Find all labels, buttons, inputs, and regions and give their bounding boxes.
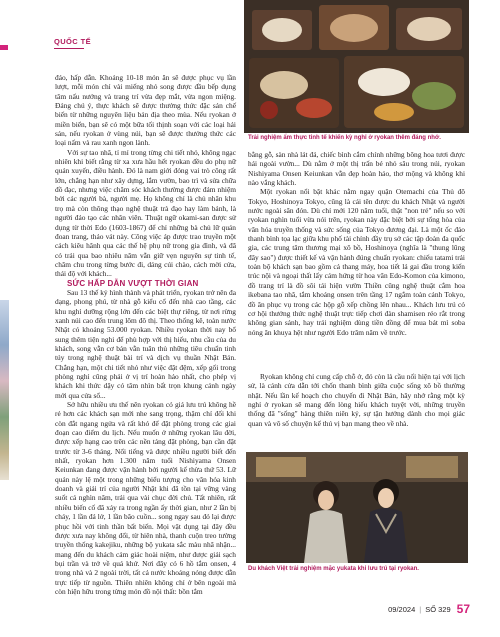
section-heading: SỨC HẤP DẪN VƯỢT THỜI GIAN: [67, 278, 199, 288]
photo-caption: Trải nghiệm ẩm thực tinh tế khiến kỳ nghỉ ở ryokan thêm đáng nhớ.: [248, 135, 441, 141]
footer-separator: |: [419, 605, 422, 614]
issue-date: 09/2024: [388, 605, 416, 614]
page-number: 57: [456, 602, 470, 616]
paragraph: Với sự tao nhã, tỉ mỉ trong từng chi tiết nhỏ, không ngạc nhiên khi biết rằng từ xa xưa hầu hết ryokan đều do phụ nữ quán xuyến, điều hành. Đó là nam giới đóng vai trò công rất lớn, chẳng hạn như xây dựng, lắm vườn, bao trì và sửa chữa đồ đạc, nhưng việc chăm sóc khách thường được đảm nhiệm bởi các người bà, người mẹ. Họ không chỉ là chủ nhân khu trọ mà còn thông thạo nghệ thuật trà đạo hay làm bánh, là người đảo tạo các nhân viên. Thuật ngữ okami-san được sử dụng từ thời Edo (1603-1867) để chỉ những bà chủ lữ quán đoan trang, thảo vát này. Công việc áp được trao truyền một cách kiêu hãnh qua các thế hệ phụ nữ trong gia đình, và đã có trải qua bao nhiêu năm vẫn giữ vẹn nguyên sự tinh tế, chăm chu trong từng bước đi, dáng cúi chào, cách mời cửa, thái độ với khách...: [55, 147, 236, 279]
section-label: QUỐC TẾ: [54, 37, 91, 46]
paragraph: Sau 13 thế kỷ hình thành và phát triển, ryokan trở nên đa dạng, phong phú, từ nhà gỗ kiểu cổ đến nhà cao tầng, các khu nghỉ dưỡng rộng lớn đến các biệt thự riêng, từ nơi rừng xanh núi cao đến trung lõm đô thị. Theo thống kê, toàn nước Nhật có khoảng 53.000 ryokan. Nhiều ryokan thời nay bổ sung thêm tiện nghi để phù hợp với thị hiếu, nhu cầu của du khách, song vẫn cơ bản vẫn tuân thủ những tiêu chuẩn tinh túy trong nghệ thuật bài trí và dịch vụ thuần Nhật Bản. Chẳng hạn, một chi tiết nhỏ như việc đặt đệm, xếp gối trong phòng nghỉ cũng phải ở vị trí hoàn hảo nhất, cho phép vị khách khi thức dậy có tâm nhìn bất trọn khung cảnh ngày mới qua cửa sổ...: [55, 287, 236, 400]
food-illustration: [244, 0, 469, 133]
paragraph: Ryokan không chỉ cung cấp chỗ ở, đó còn là cầu nối hiện tại với lịch sử, là cánh cửa dẫn tới chốn thanh bình giữa cuộc sống xô bồ thường nhật. Nếu lần kế hoạch cho chuyến đi Nhật Bản, hãy nhớ rằng một kỳ nghỉ ở ryokan sẽ mang đến lòng hiếu khách tuyệt vời, những truyền thống đã "sống" hàng thiên niên kỷ, sự tận hưởng dành cho mọi giác quan và vô số chuyện kể thú vị bạn mang theo về nhà.: [248, 372, 465, 428]
guests-illustration: [246, 452, 468, 563]
edge-marker: [0, 45, 8, 50]
paragraph: Một ryokan nổi bật khác nằm ngay quận Otemachi của Thủ đô Tokyo, Hoshinoya Tokyo, cũng là cái tên được du khách Nhật và người nước ngoài săn đón. Dù chỉ mới 120 năm tuổi, thật "non trẻ" nếu so với ryokan nghìn tuổi vừa nói trên, ryokan này đặc biệt bởi sự tổng hòa của văn hóa truyền thống và sức sống của Tokyo đương đại. Là một ốc đảo thanh bình tọa lạc giữa khu phố tài chính đầy trụ sở các tập đoàn đa quốc gia, các trung tâm thương mại xô bồ, Hoshinoya (nghĩa là "thung lũng đây sao") được thiết kế và vận hành đúng chuẩn ryokan: chiếu tatami trải toàn bộ khách sạn bao gồm cả thang máy, hoa tiết lá gai đầu trong kiến trúc nội và ngoại thất lấy cảm hứng từ hoa văn Edo-Komon của kimono, đồ trang trí là đồ sôi tái hiện vườn Thiền cũng nghệ thuật cắm hoa ikebana tao nhã, tắm khoáng onsen trên tầng 17 ngắm toàn cảnh Tokyo, đồ ăn phục vụ trong các hộp gỗ xếp chồng lên nhau... Khách lưu trú có cơ hội thưởng thức nghệ thuật trực tiếp chơi đàn shamisen réo rắt trong không gian sảnh, hay trải nghiệm dùng tiền đồng để mua bát mì soba nóng ăn khuya hệt như người Edo trăm năm về trước.: [248, 187, 465, 337]
left-margin-strip: [0, 0, 9, 637]
edge-photo-fragment: [0, 300, 9, 480]
page-footer: [388, 602, 470, 616]
paragraph: bằng gỗ, sàn nhà lát đá, chiếc bình cắm chính những bông hoa tươi được hái ngoài vườn... Dù nằm ở một thị trấn bé nhỏ sâu trong núi, ryokan Nishiyama Onsen Keiunkan vẫn đẹp hoàn hảo, thơ mộng và không khi nào vắng khách.: [248, 150, 465, 188]
right-column-bottom: [248, 372, 465, 428]
right-column-top: [248, 150, 465, 337]
section-underline: [54, 48, 84, 49]
issue-number: SỐ 329: [425, 605, 451, 614]
photo-caption: Du khách Việt trải nghiệm mặc yukata khi lưu trú tại ryokan.: [248, 566, 419, 572]
left-column: [55, 73, 236, 596]
photo-yukata-guests: [246, 452, 468, 563]
paragraph: đáo, hấp dẫn. Khoảng 10-18 món ăn sẽ được phục vụ lần lượt, mỗi món chỉ vài miếng nhỏ song được đầu bếp dụng tâm nấu nướng và trang trí vừa đẹp mắt, vừa ngon miệng. Đáng chú ý, thực khách sẽ được thưởng thức đặc sản chế biến từ những nguyên liệu bản địa theo mùa. Nếu ryokan ở miền biển, bạn sẽ có một bữa tối thịnh soạn với các loại hải sản, nếu ryokan ở vùng núi, bạn sẽ được thưởng thức các loại nấm và rau xanh ngon lành.: [55, 73, 236, 148]
paragraph: Sở hữu nhiều ưu thế nên ryokan có giá lưu trú không hề rẻ hơn các khách sạn mới nhe sang trọng, thậm chí đối khi còn đắt ngang ngửa và rất khó để đặt phòng trong các giai đoạn cao điểm du lịch. Nếu muốn ở những ryokan lâu đời, được xếp hạng cao trên các nền tảng đặt phòng, bạn cần đặt trước từ 3-6 tháng. Nổi tiếng và được nhiều người biết đến nhất, ryokan hơn 1.300 năm tuổi Nishiyama Onsen Keiunkan đang được vận hành bởi người kế thừa thứ 53. Lữ quán này lệ một trong những biểu tượng cho văn hóa kinh doanh và giải trí của người Nhật khi đã tồn tại vững vàng suốt cả nghìn năm, trải qua vài chục đời chủ. Tất nhiên, rất nhiều biến cố đã xảy ra trong ngần ấy thời gian, như 2 lần bị cháy, 1 lần đá lở, 1 lần bão cuồn... song ngay sau đó lại được phục hồi với tinh thần bất biến. Mọi vật dụng tại đây đều được xưa nay không đổi, từ hiên nhà, thanh cuộn treo tường truyền thống kakejiku, những bộ yukata sắc màu nhã nhặn... mang đến du khách cảm giác hoài niệm, như được giải sạch bụi trần và trở về quá khứ. Nơi đây có 6 hồ tắm onsen, 4 trong nhà và 2 ngoài trời, tất cả nước khoáng nóng được dẫn trực tiếp từ nguồn. Thiên nhiên không chỉ ở bên ngoài mà còn hiện hữu trong từng món đồ nội thất: bồn tắm: [55, 400, 236, 596]
photo-food-spread: [244, 0, 469, 133]
